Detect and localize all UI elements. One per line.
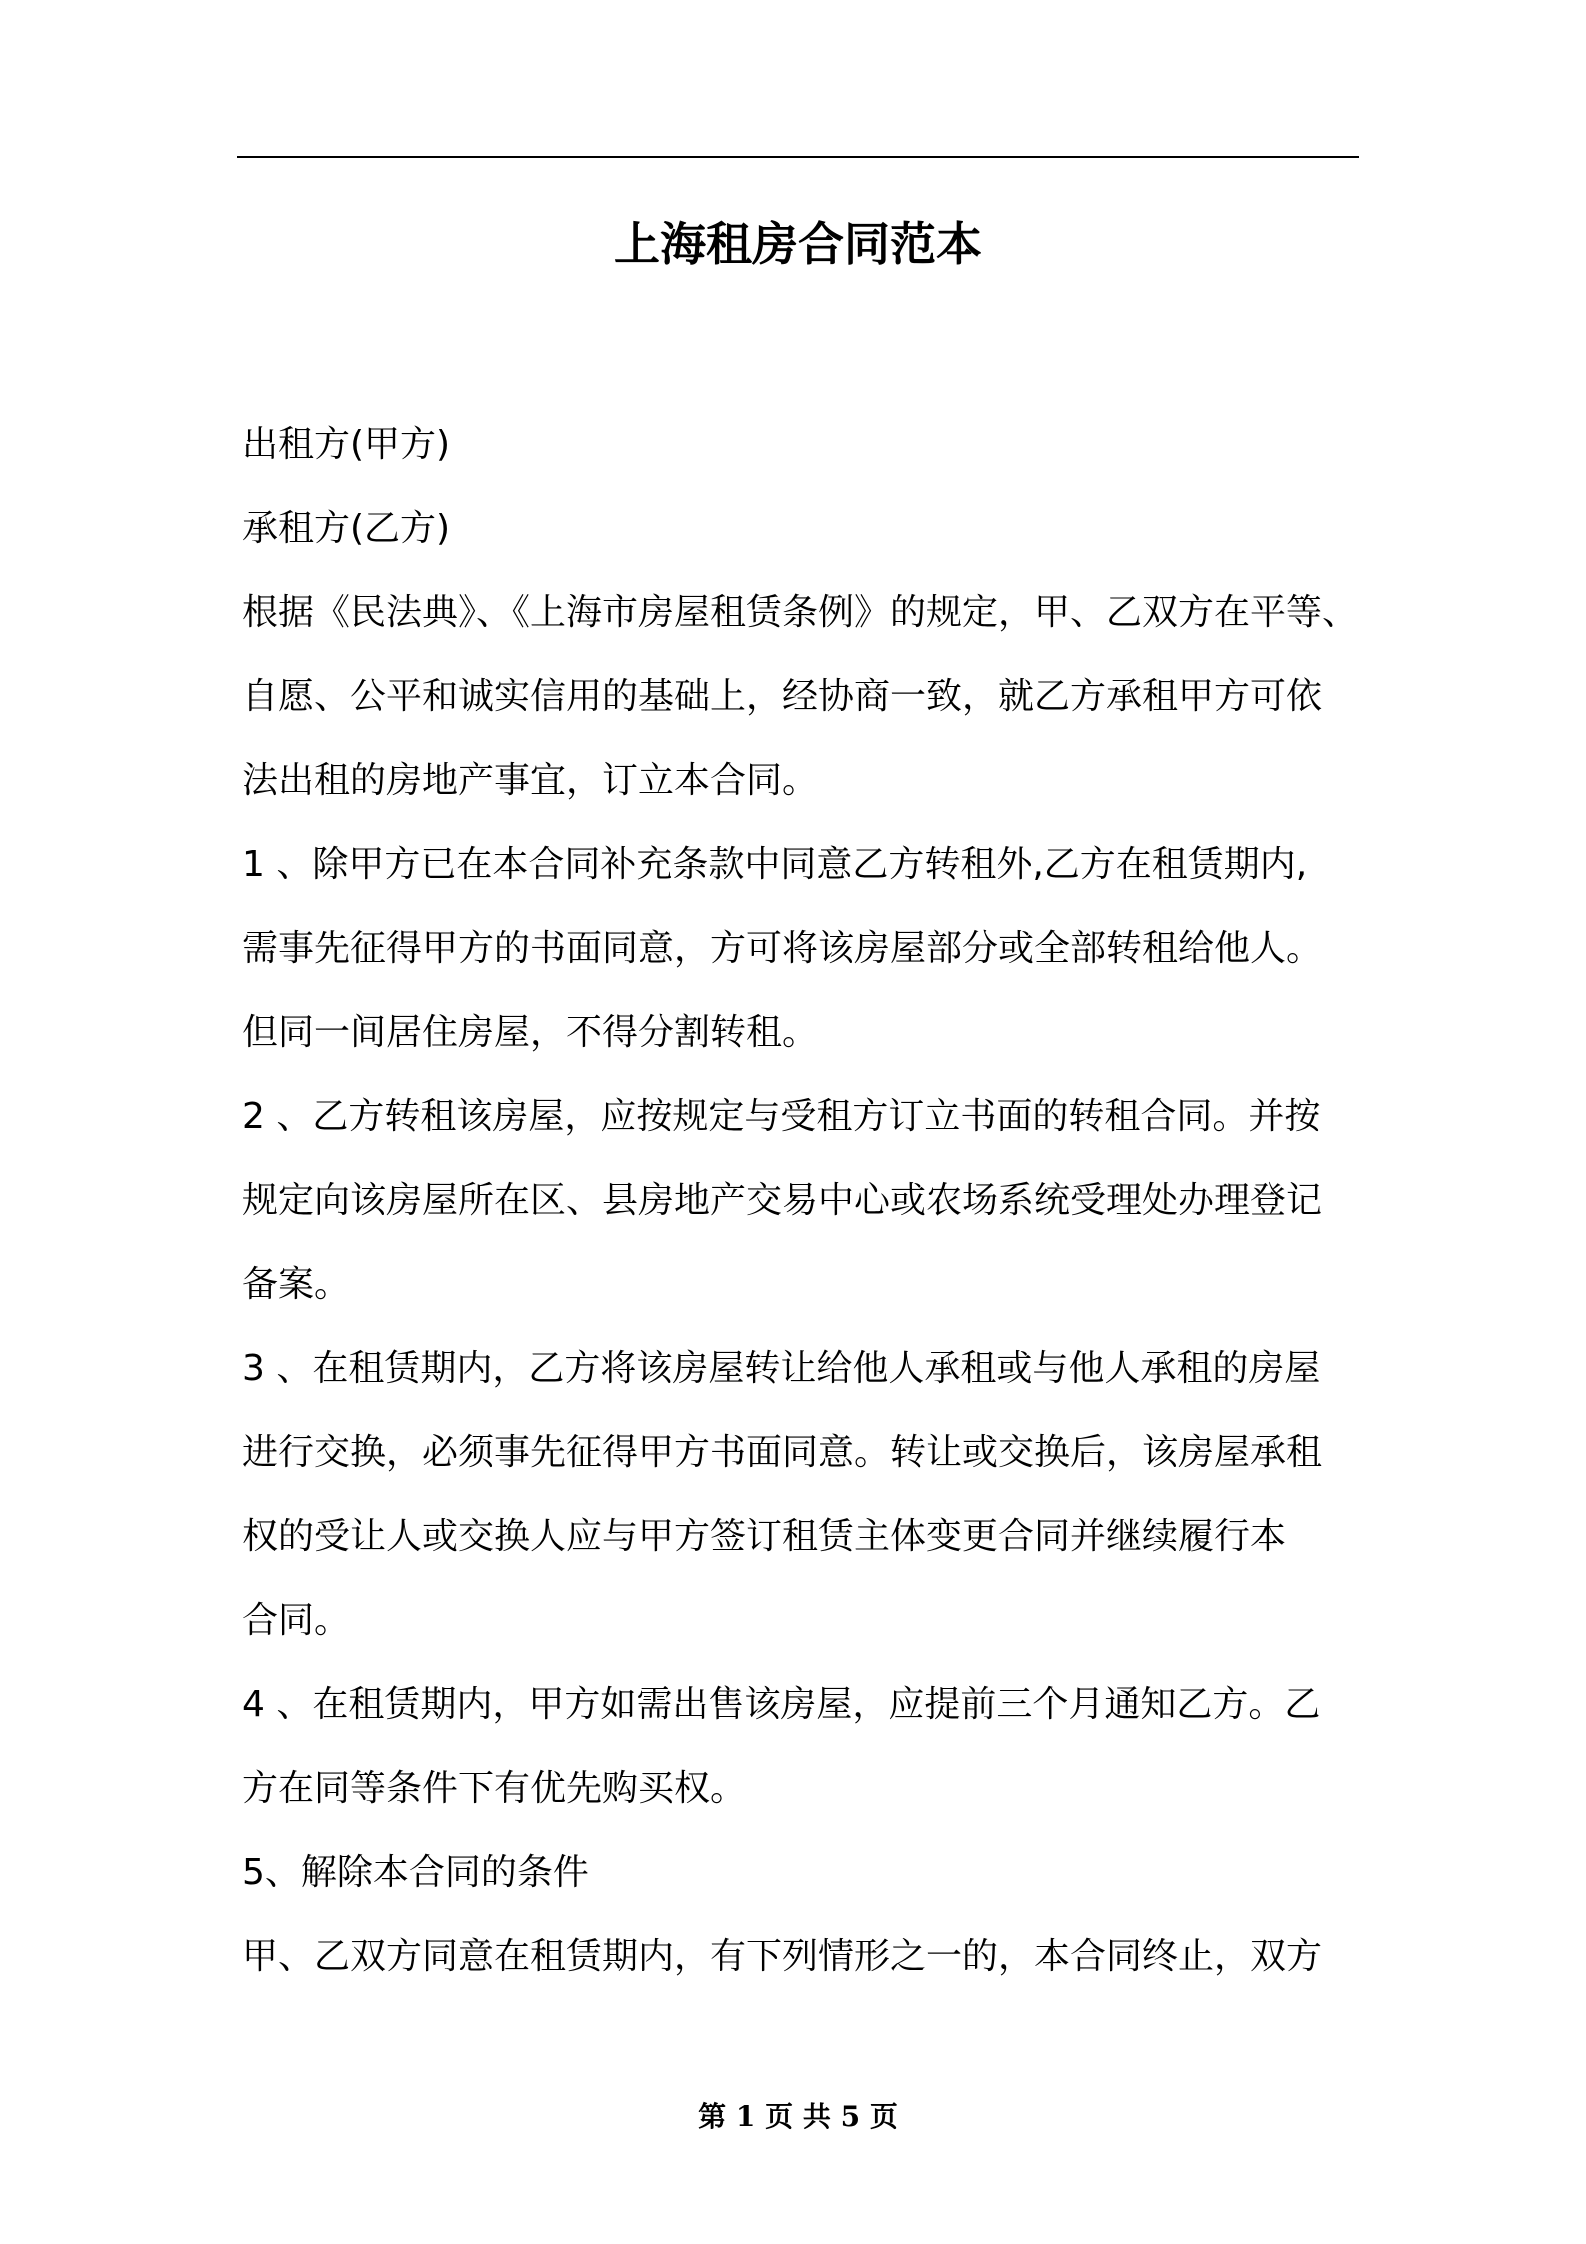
page-number: 第 1 页 共 5 页: [698, 2100, 898, 2133]
body-line: 承租方(乙方): [242, 508, 451, 549]
body-line: 根据《民法典》、《上海市房屋租赁条例》的规定，甲、乙双方在平等、: [242, 592, 1359, 633]
body-line: 自愿、公平和诚实信用的基础上，经协商一致，就乙方承租甲方可依: [242, 676, 1323, 717]
header-rule: [237, 156, 1359, 158]
document-title: 上海租房合同范本: [614, 217, 982, 271]
body-line: 合同。: [242, 1600, 351, 1641]
document-body: [242, 403, 1359, 1999]
body-line: 规定向该房屋所在区、县房地产交易中心或农场系统受理处办理登记: [242, 1180, 1323, 1221]
body-line: 出租方(甲方): [242, 424, 451, 465]
body-line: 甲、乙双方同意在租赁期内，有下列情形之一的，本合同终止，双方: [242, 1936, 1323, 1977]
body-line: 3 、在租赁期内，乙方将该房屋转让给他人承租或与他人承租的房屋: [242, 1348, 1321, 1389]
body-line: 法出租的房地产事宜，订立本合同。: [242, 760, 819, 801]
body-line: 1 、除甲方已在本合同补充条款中同意乙方转租外,乙方在租赁期内,: [242, 844, 1308, 885]
body-line: 方在同等条件下有优先购买权。: [242, 1768, 747, 1809]
body-line: 但同一间居住房屋，不得分割转租。: [242, 1012, 819, 1053]
body-line: 权的受让人或交换人应与甲方签订租赁主体变更合同并继续履行本: [242, 1516, 1287, 1557]
body-line: 进行交换，必须事先征得甲方书面同意。转让或交换后，该房屋承租: [242, 1432, 1323, 1473]
body-line: 需事先征得甲方的书面同意，方可将该房屋部分或全部转租给他人。: [242, 928, 1323, 969]
body-line: 2 、乙方转租该房屋，应按规定与受租方订立书面的转租合同。并按: [242, 1096, 1321, 1137]
body-line: 备案。: [242, 1264, 351, 1305]
body-line: 4 、在租赁期内，甲方如需出售该房屋，应提前三个月通知乙方。乙: [242, 1684, 1321, 1725]
body-line: 5、解除本合同的条件: [242, 1852, 589, 1893]
